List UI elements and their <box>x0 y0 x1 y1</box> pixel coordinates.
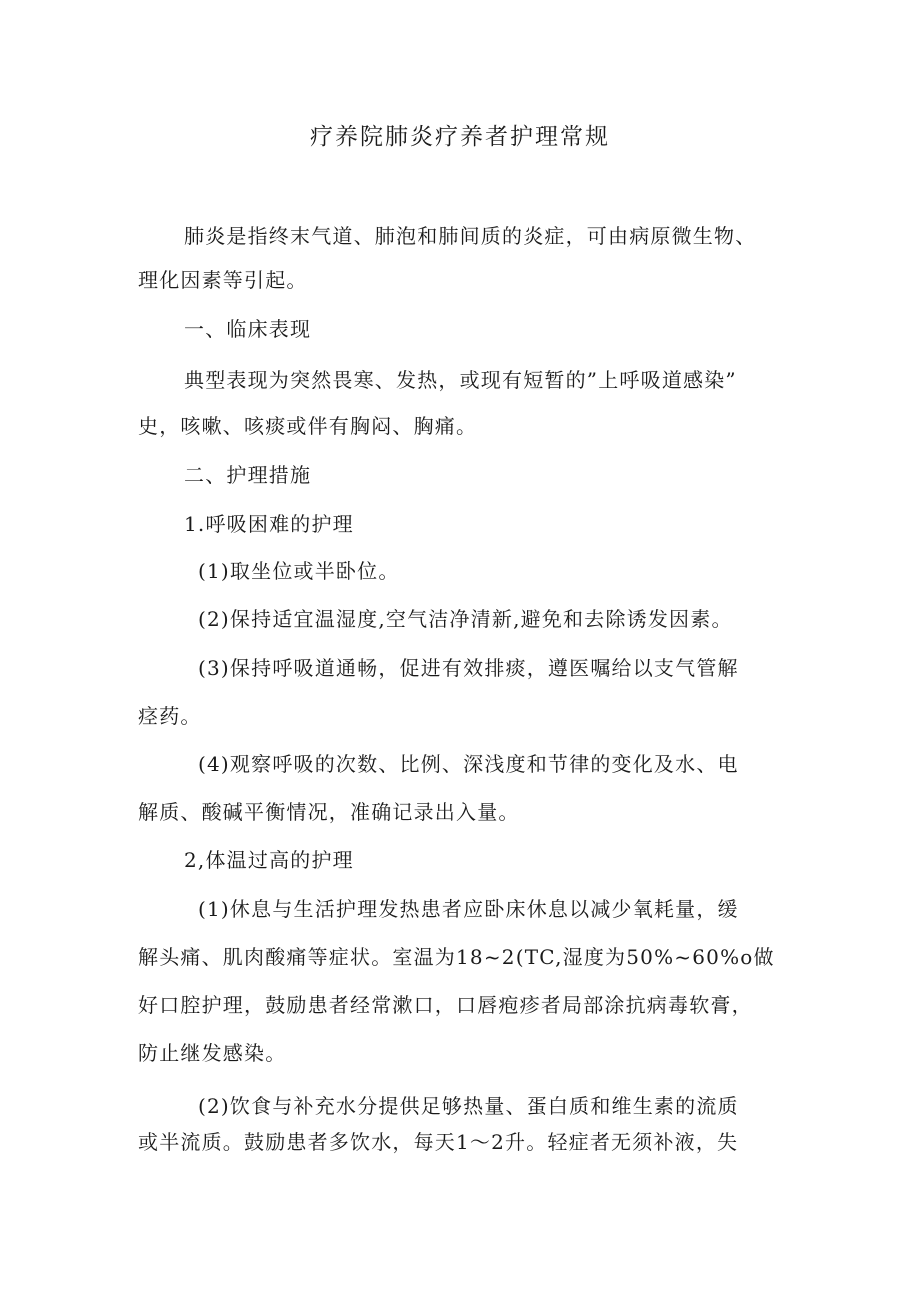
document-title: 疗养院肺炎疗养者护理常规 <box>310 124 610 150</box>
paragraph-line: 肺炎是指终末气道、肺泡和肺间质的炎症，可由病原微生物、 <box>184 224 757 248</box>
paragraph-line: 理化因素等引起。 <box>138 268 308 292</box>
subsection-heading: 2,体温过高的护理 <box>184 848 354 872</box>
list-item-continuation: 或半流质。鼓励患者多饮水，每天1～2升。轻症者无须补液，失 <box>138 1130 739 1154</box>
list-item: (3)保持呼吸道通畅，促进有效排痰，遵医嘱给以支气管解 <box>198 656 739 680</box>
subsection-heading: 1.呼吸困难的护理 <box>184 512 354 536</box>
list-item: (1)休息与生活护理发热患者应卧床休息以减少氧耗量，缓 <box>198 897 739 921</box>
list-item: (2)保持适宜温湿度,空气洁净清新,避免和去除诱发因素。 <box>198 607 733 631</box>
list-item: (2)饮食与补充水分提供足够热量、蛋白质和维生素的流质 <box>198 1094 739 1118</box>
paragraph-line: 史，咳嗽、咳痰或伴有胸闷、胸痛。 <box>138 414 478 438</box>
list-item-continuation: 解质、酸碱平衡情况，准确记录出入量。 <box>138 800 520 824</box>
paragraph-line: 典型表现为突然畏寒、发热，或现有短暂的”上呼吸道感染” <box>184 368 737 392</box>
list-item: (4)观察呼吸的次数、比例、深浅度和节律的变化及水、电 <box>198 752 739 776</box>
list-item-continuation: 防止继发感染。 <box>138 1041 287 1065</box>
list-item-continuation: 好口腔护理，鼓励患者经常漱口，口唇疱疹者局部涂抗病毒软膏， <box>138 993 753 1017</box>
section-heading: 二、护理措施 <box>184 463 312 487</box>
section-heading: 一、临床表现 <box>184 317 312 341</box>
list-item: (1)取坐位或半卧位。 <box>198 559 400 583</box>
list-item-continuation: 解头痛、肌肉酸痛等症状。室温为18~2(TC,湿度为50%~60%o做 <box>138 945 775 969</box>
list-item-continuation: 痉药。 <box>138 704 202 728</box>
